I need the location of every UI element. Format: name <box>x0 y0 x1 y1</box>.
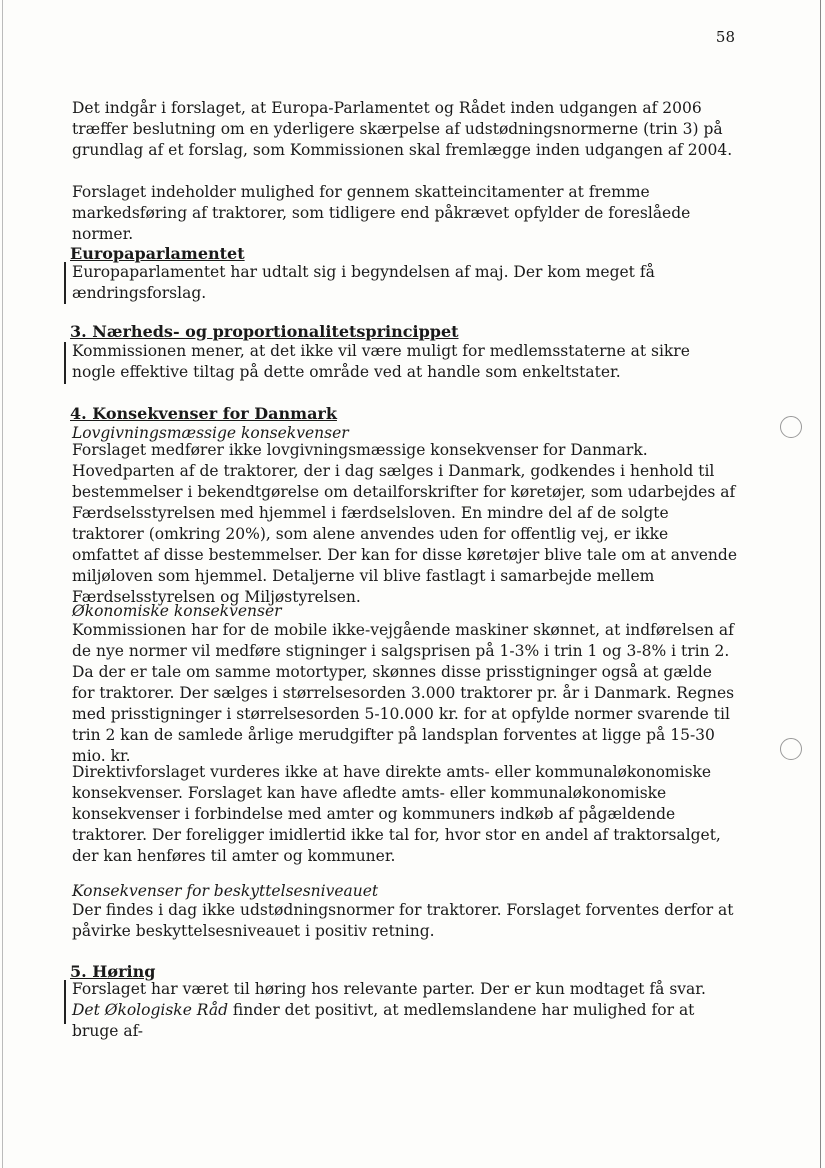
subheading-protection: Konsekvenser for beskyttelsesniveauet <box>72 882 379 900</box>
heading-section-4: 4. Konsekvenser for Danmark <box>70 404 337 423</box>
hearing-text-start: Forslaget har været til høring hos relevante parter. Der er kun modtaget få svar. <box>72 980 706 998</box>
page-number: 58 <box>715 28 735 46</box>
paragraph-municipal-consequences: Direktivforslaget vurderes ikke at have direkte amts- eller kommunaløkonomiske konsekvenser. Forslaget kan have afledte amts- eller kommunaløkonomiske konsekvenser i forbindelse med amter og kommuners indkøb af pågældende traktorer. Der foreligger imidlertid ikke tal for, hvor stor en andel af traktorsalget, der kan henføres til amter og kommuner. <box>72 763 721 865</box>
subheading-economic: Økonomiske konsekvenser <box>72 602 282 620</box>
subheading-legal: Lovgivningsmæssige konsekvenser <box>72 424 349 442</box>
paragraph-economic-consequences: Kommissionen har for de mobile ikke-vejgående maskiner skønnet, at indførelsen af de nye normer vil medføre stigninger i salgsprisen på 1-3% i trin 1 og 3-8% i trin 2. Da der er tale om samme motortyper, skønnes disse prisstigninger også at gælde for traktorer. Der sælges i størrelsesorden 3.000 traktorer pr. år i Danmark. Regnes med prisstigninger i størrelsesorden 5-10.000 kr. for at opfylde normer svarende til trin 2 kan de samlede årlige merudgifter på landsplan forventes at ligge på 15-30 mio. kr. <box>72 621 735 765</box>
paragraph-section-3: Kommissionen mener, at det ikke vil være muligt for medlemsstaterne at sikre nogle effektive tiltag på dette område ved at handle som enkeltstater. <box>72 342 690 381</box>
paragraph-protection-level: Der findes i dag ikke udstødningsnormer for traktorer. Forslaget forventes derfor at påvirke beskyttelsesniveauet i positiv retning. <box>72 901 734 940</box>
paragraph-hearing <box>72 979 737 1042</box>
heading-section-3: 3. Nærheds- og proportionalitetsprincippet <box>70 322 459 341</box>
hearing-text-end: finder det positivt, at medlemslandene har mulighed for at bruge af- <box>72 1001 695 1040</box>
paragraph-legal-consequences: Forslaget medfører ikke lovgivningsmæssige konsekvenser for Danmark. Hovedparten af de traktorer, der i dag sælges i Danmark, godkendes i henhold til bestemmelser i bekendtgørelse om detailforskrifter for køretøjer, som udarbejdes af Færdselsstyrelsen med hjemmel i færdselsloven. En mindre del af de solgte traktorer (omkring 20%), som alene anvendes uden for offentlig vej, er ikke omfattet af disse bestemmelser. Der kan for disse køretøjer blive tale om at anvende miljøloven som hjemmel. Detaljerne vil blive fastlagt i samarbejde mellem Færdselsstyrelsen og Miljøstyrelsen. <box>72 441 738 606</box>
heading-europaparlamentet: Europaparlamentet <box>70 244 245 263</box>
page-left-edge <box>2 0 3 1168</box>
margin-change-bar <box>64 980 66 1024</box>
organisation-name: Det Økologiske Råd <box>72 1001 228 1019</box>
punch-hole-lower <box>780 738 802 760</box>
margin-change-bar <box>64 342 66 384</box>
punch-hole-upper <box>780 416 802 438</box>
margin-change-bar <box>64 262 66 304</box>
paragraph-intro: Det indgår i forslaget, at Europa-Parlamentet og Rådet inden udgangen af 2006 træffer beslutning om en yderligere skærpelse af udstødningsnormerne (trin 3) på grundlag af et forslag, som Kommissionen skal fremlægge inden udgangen af 2004. <box>72 99 733 159</box>
paragraph-tax-incentives: Forslaget indeholder mulighed for gennem skatteincitamenter at fremme markedsføring af traktorer, som tidligere end påkrævet opfylder de foreslåede normer. <box>72 183 691 243</box>
page-right-edge <box>820 0 821 1168</box>
paragraph-europaparlamentet: Europaparlamentet har udtalt sig i begyndelsen af maj. Der kom meget få ændringsforslag. <box>72 263 655 302</box>
heading-section-5: 5. Høring <box>70 962 156 981</box>
